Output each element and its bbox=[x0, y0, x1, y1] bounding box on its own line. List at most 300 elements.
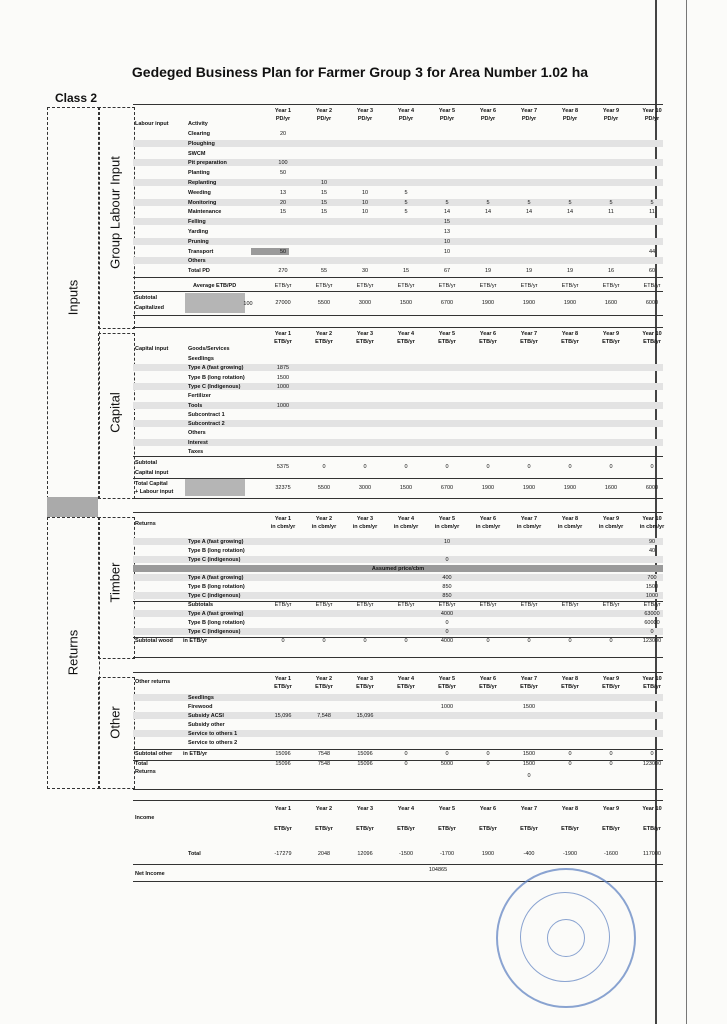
activity-value: 50 bbox=[279, 170, 287, 177]
capital-subtotal-value: 0 bbox=[650, 464, 654, 470]
other-item-label: Subsidy other bbox=[188, 722, 225, 728]
year-unit: in cbm/yr bbox=[311, 524, 337, 530]
price-value: 850 bbox=[442, 584, 452, 590]
year-header bbox=[304, 330, 344, 346]
income-unit: ETB/yr bbox=[274, 826, 292, 832]
price-type-label: Type A (fast growing) bbox=[188, 575, 244, 581]
other-subtotal-value: 7548 bbox=[317, 751, 331, 757]
total-capital-value: 32375 bbox=[275, 485, 291, 491]
activity-label: Transport bbox=[188, 248, 214, 255]
other-subtotal-value: 15096 bbox=[357, 751, 373, 757]
activity-value: 5 bbox=[486, 199, 490, 206]
year-label: Year 3 bbox=[356, 108, 374, 114]
section-divider bbox=[47, 497, 98, 517]
timber-label: Timber bbox=[107, 562, 123, 603]
labour-subtotal-value: 27000 bbox=[275, 300, 291, 306]
year-header bbox=[427, 107, 467, 123]
income-year-label: Year 4 bbox=[397, 806, 415, 812]
capital-subtotal-value: 0 bbox=[568, 464, 572, 470]
timber-subtotal-unit: in ETB/yr bbox=[183, 638, 208, 644]
year-label: Year 5 bbox=[438, 108, 456, 114]
year-header bbox=[345, 330, 385, 346]
capital-item-label: Interest bbox=[188, 439, 208, 446]
subtotals-label: Subtotals bbox=[188, 602, 214, 608]
total-capital-value: 1900 bbox=[481, 485, 495, 491]
timber-subtotal-value: 0 bbox=[527, 638, 531, 644]
activity-value: 5 bbox=[568, 199, 572, 206]
total-returns-value: 0 bbox=[568, 761, 572, 767]
etb-type-label: Type B (long rotation) bbox=[188, 620, 245, 626]
total-returns-value: 15096 bbox=[357, 761, 373, 767]
income-year-label: Year 10 bbox=[642, 806, 662, 812]
activity-value: 20 bbox=[279, 199, 287, 206]
year-header bbox=[468, 675, 508, 691]
activity-value: 15 bbox=[320, 199, 328, 206]
price-value: 400 bbox=[442, 575, 452, 581]
timber-volume: 90 bbox=[648, 539, 656, 545]
year-header bbox=[386, 675, 426, 691]
year-header bbox=[345, 107, 385, 123]
activity-value: 270 bbox=[278, 268, 288, 275]
timber-volume: 40 bbox=[648, 548, 656, 554]
capitalized-label: Capitalized bbox=[135, 305, 165, 311]
year-unit: ETB/yr bbox=[438, 339, 456, 345]
income-unit: ETB/yr bbox=[438, 826, 456, 832]
income-total-value: -17279 bbox=[274, 851, 292, 857]
year-label: Year 10 bbox=[642, 676, 662, 682]
year-label: Year 7 bbox=[520, 331, 538, 337]
income-year-label: Year 6 bbox=[479, 806, 497, 812]
labour-subtotal-value: 1900 bbox=[481, 300, 495, 306]
year-unit: ETB/yr bbox=[397, 339, 415, 345]
timber-subtotal-value: 0 bbox=[404, 638, 408, 644]
year-label: Year 6 bbox=[479, 676, 497, 682]
timber-type-label: Type C (indigenous) bbox=[188, 557, 241, 563]
timber-subtotal-value: 0 bbox=[363, 638, 367, 644]
timber-etb-value: 0 bbox=[445, 620, 449, 626]
other-subtotal-value: 0 bbox=[568, 751, 572, 757]
other-header: Other returns bbox=[135, 679, 171, 685]
income-unit: ETB/yr bbox=[397, 826, 415, 832]
capital-subtotal-value: 0 bbox=[445, 464, 449, 470]
timber-subtotal-value: 0 bbox=[322, 638, 326, 644]
activity-value: 15 bbox=[279, 209, 287, 216]
etb-type-label: Type C (indigenous) bbox=[188, 629, 241, 635]
income-unit: ETB/yr bbox=[315, 826, 333, 832]
year-header bbox=[591, 107, 631, 123]
group-labour-label: Group Labour Input bbox=[107, 156, 123, 269]
year-unit: PD/yr bbox=[562, 116, 578, 122]
income-unit: ETB/yr bbox=[479, 826, 497, 832]
activity-label: SWCM bbox=[188, 150, 206, 157]
activity-value: 15 bbox=[320, 209, 328, 216]
capital-subtotal-value: 0 bbox=[363, 464, 367, 470]
year-header bbox=[263, 515, 303, 531]
year-header bbox=[550, 107, 590, 123]
year-header bbox=[263, 330, 303, 346]
year-header bbox=[632, 515, 672, 531]
activity-value: 14 bbox=[484, 209, 492, 216]
timber-etb-value: 0 bbox=[650, 629, 654, 635]
year-label: Year 3 bbox=[356, 516, 374, 522]
year-label: Year 5 bbox=[438, 331, 456, 337]
document-title: Gedeged Business Plan for Farmer Group 3 for Area Number 1.02 ha bbox=[131, 64, 589, 80]
income-total-value: 12096 bbox=[357, 851, 373, 857]
line bbox=[133, 749, 663, 750]
activity-value: 44 bbox=[648, 248, 656, 255]
labour-subtotal-value: 1600 bbox=[604, 300, 618, 306]
etb-unit: ETB/yr bbox=[274, 283, 292, 289]
price-value-y10: 1500 bbox=[645, 584, 659, 590]
other-subtotal-value: 0 bbox=[609, 751, 613, 757]
capital-item-label: Type C (Indigenous) bbox=[188, 383, 241, 390]
capital-subtotal-label: Subtotal bbox=[135, 460, 157, 466]
total-returns-value: 7548 bbox=[317, 761, 331, 767]
etb-unit: ETB/yr bbox=[356, 283, 374, 289]
year-unit: ETB/yr bbox=[274, 339, 292, 345]
other-subtotal-label: Subtotal other bbox=[135, 751, 173, 757]
other-item-value: 15,096 bbox=[356, 713, 374, 719]
year-label: Year 6 bbox=[479, 516, 497, 522]
activity-label: Replanting bbox=[188, 180, 217, 186]
income-total-value: 2048 bbox=[317, 851, 331, 857]
capital-item-label: Tools bbox=[188, 402, 203, 409]
net-income-value: 104865 bbox=[428, 867, 448, 873]
etb-unit: ETB/yr bbox=[315, 602, 333, 608]
year-header bbox=[386, 515, 426, 531]
year-label: Year 2 bbox=[315, 331, 333, 337]
activity-label: Ploughing bbox=[188, 140, 215, 147]
year-label: Year 5 bbox=[438, 676, 456, 682]
etb-unit: ETB/yr bbox=[561, 602, 579, 608]
year-unit: ETB/yr bbox=[602, 684, 620, 690]
total-returns-label2: Returns bbox=[135, 769, 156, 775]
activity-label: Pruning bbox=[188, 238, 209, 245]
year-header bbox=[304, 515, 344, 531]
etb-unit: ETB/yr bbox=[397, 283, 415, 289]
labour-subtotal-value: 3000 bbox=[358, 300, 372, 306]
year-unit: ETB/yr bbox=[520, 684, 538, 690]
total-returns-value: 123000 bbox=[642, 761, 662, 767]
year-unit: ETB/yr bbox=[643, 684, 661, 690]
year-unit: ETB/yr bbox=[438, 684, 456, 690]
other-label: Other bbox=[107, 706, 123, 739]
year-header bbox=[509, 330, 549, 346]
year-header bbox=[427, 675, 467, 691]
activity-label: Others bbox=[188, 258, 206, 265]
activity-value: 50 bbox=[279, 248, 287, 255]
total-returns-value: 0 bbox=[609, 761, 613, 767]
year-header bbox=[550, 515, 590, 531]
total-capital-value: 1900 bbox=[522, 485, 536, 491]
year-header bbox=[427, 330, 467, 346]
etb-unit: ETB/yr bbox=[274, 602, 292, 608]
page-fold-line-2 bbox=[686, 0, 687, 1024]
year-unit: PD/yr bbox=[439, 116, 455, 122]
etb-unit: ETB/yr bbox=[643, 283, 661, 289]
row-band bbox=[133, 218, 663, 225]
income-year-label: Year 5 bbox=[438, 806, 456, 812]
average-value: 100 bbox=[243, 301, 253, 307]
year-header bbox=[386, 107, 426, 123]
row-band bbox=[133, 402, 663, 409]
year-label: Year 4 bbox=[397, 516, 415, 522]
year-header bbox=[509, 675, 549, 691]
activity-value: 19 bbox=[525, 268, 533, 275]
other-subtotal-value: 1500 bbox=[522, 751, 536, 757]
capital-item-value: 1000 bbox=[276, 402, 290, 409]
year-label: Year 4 bbox=[397, 108, 415, 114]
activity-value: 10 bbox=[361, 199, 369, 206]
total-returns-value: 1500 bbox=[522, 761, 536, 767]
year-unit: PD/yr bbox=[398, 116, 414, 122]
timber-type-label: Type B (long rotation) bbox=[188, 548, 245, 554]
year-label: Year 3 bbox=[356, 676, 374, 682]
year-label: Year 10 bbox=[642, 331, 662, 337]
activity-value: 15 bbox=[320, 189, 328, 196]
other-item-label: Firewood bbox=[188, 704, 213, 710]
year-unit: in cbm/yr bbox=[434, 524, 460, 530]
capital-subtotal-value: 0 bbox=[486, 464, 490, 470]
year-unit: in cbm/yr bbox=[639, 524, 665, 530]
year-unit: PD/yr bbox=[644, 116, 660, 122]
timber-subtotal-value: 0 bbox=[568, 638, 572, 644]
activity-header: Activity bbox=[188, 121, 208, 127]
activity-value: 19 bbox=[566, 268, 574, 275]
etb-unit: ETB/yr bbox=[397, 602, 415, 608]
etb-unit: ETB/yr bbox=[602, 283, 620, 289]
activity-value: 14 bbox=[443, 209, 451, 216]
year-label: Year 8 bbox=[561, 516, 579, 522]
year-header bbox=[632, 675, 672, 691]
other-subtotal-value: 15096 bbox=[275, 751, 291, 757]
activity-label: Planting bbox=[188, 170, 210, 177]
timber-etb-value: 4000 bbox=[440, 611, 454, 617]
other-item-label: Service to others 1 bbox=[188, 731, 238, 737]
activity-value: 5 bbox=[404, 209, 408, 216]
labour-subtotal-value: 1900 bbox=[563, 300, 577, 306]
timber-type-label: Type A (fast growing) bbox=[188, 539, 244, 545]
labour-header: Labour input bbox=[135, 121, 169, 127]
activity-value: 10 bbox=[443, 238, 451, 245]
activity-label: Maintenance bbox=[188, 209, 222, 216]
activity-value: 60 bbox=[648, 268, 656, 275]
year-header bbox=[304, 675, 344, 691]
capital-subtotal-label2: Capital input bbox=[135, 470, 169, 476]
year-label: Year 9 bbox=[602, 108, 620, 114]
year-label: Year 2 bbox=[315, 516, 333, 522]
year-unit: ETB/yr bbox=[274, 684, 292, 690]
capital-item-label: Type B (long rotation) bbox=[188, 374, 245, 381]
income-total-value: -400 bbox=[523, 851, 535, 857]
other-item-label: Seedlings bbox=[188, 695, 214, 701]
activity-value: 10 bbox=[361, 189, 369, 196]
total-capital-value: 3000 bbox=[358, 485, 372, 491]
subtotal-label: Subtotal bbox=[135, 295, 157, 301]
year-unit: PD/yr bbox=[357, 116, 373, 122]
year-unit: ETB/yr bbox=[315, 684, 333, 690]
year-header bbox=[591, 330, 631, 346]
activity-value: 5 bbox=[527, 199, 531, 206]
year-label: Year 10 bbox=[642, 108, 662, 114]
year-unit: ETB/yr bbox=[479, 684, 497, 690]
assumed-price-label: Assumed price/cbm bbox=[371, 566, 425, 572]
year-header bbox=[468, 330, 508, 346]
activity-value: 13 bbox=[443, 229, 451, 235]
labour-subtotal-value: 6700 bbox=[440, 300, 454, 306]
year-unit: PD/yr bbox=[316, 116, 332, 122]
year-label: Year 6 bbox=[479, 108, 497, 114]
etb-unit: ETB/yr bbox=[479, 602, 497, 608]
activity-value: 13 bbox=[279, 189, 287, 196]
net-income-label: Net Income bbox=[135, 871, 165, 877]
income-year-label: Year 9 bbox=[602, 806, 620, 812]
activity-value: 16 bbox=[607, 268, 615, 275]
activity-value: 11 bbox=[649, 209, 655, 216]
etb-unit: ETB/yr bbox=[520, 283, 538, 289]
capital-header: Capital input bbox=[135, 346, 169, 352]
year-unit: ETB/yr bbox=[397, 684, 415, 690]
row-band bbox=[133, 257, 663, 264]
etb-unit: ETB/yr bbox=[315, 283, 333, 289]
row-band bbox=[133, 238, 663, 245]
activity-value: 14 bbox=[525, 209, 533, 216]
labour-table bbox=[133, 104, 663, 316]
activity-value: 20 bbox=[279, 131, 287, 137]
other-subtotal-unit: in ETB/yr bbox=[183, 751, 208, 757]
activity-value: 55 bbox=[320, 268, 328, 275]
capital-subtotal-value: 0 bbox=[527, 464, 531, 470]
activity-label: Weeding bbox=[188, 189, 211, 196]
capital-item-label: Subcontract 2 bbox=[188, 421, 225, 428]
activity-label: Pit preparation bbox=[188, 160, 227, 167]
timber-volume: 10 bbox=[443, 539, 451, 545]
year-label: Year 8 bbox=[561, 108, 579, 114]
timber-etb-value: 63000 bbox=[644, 611, 660, 617]
income-total-value: -1700 bbox=[439, 851, 455, 857]
timber-subtotal-value: 123000 bbox=[642, 638, 662, 644]
capital-item-label: Taxes bbox=[188, 449, 204, 455]
income-unit: ETB/yr bbox=[520, 826, 538, 832]
year-unit: PD/yr bbox=[275, 116, 291, 122]
income-year-label: Year 3 bbox=[356, 806, 374, 812]
year-unit: ETB/yr bbox=[356, 339, 374, 345]
etb-unit: ETB/yr bbox=[643, 602, 661, 608]
year-header bbox=[632, 107, 672, 123]
total-returns-value: 0 bbox=[404, 761, 408, 767]
income-unit: ETB/yr bbox=[561, 826, 579, 832]
timber-table bbox=[133, 512, 663, 658]
income-total-value: -1500 bbox=[398, 851, 414, 857]
year-header bbox=[304, 107, 344, 123]
other-subtotal-value: 0 bbox=[486, 751, 490, 757]
other-subtotal-value: 0 bbox=[404, 751, 408, 757]
etb-unit: ETB/yr bbox=[438, 283, 456, 289]
total-capital-value: 5500 bbox=[317, 485, 331, 491]
year-label: Year 1 bbox=[274, 108, 292, 114]
row-band bbox=[133, 439, 663, 446]
activity-value: 10 bbox=[361, 209, 369, 216]
year-unit: ETB/yr bbox=[356, 684, 374, 690]
year-header bbox=[550, 675, 590, 691]
year-label: Year 1 bbox=[274, 331, 292, 337]
extra-value: 0 bbox=[527, 773, 531, 779]
capital-subtotal-value: 5375 bbox=[276, 464, 290, 470]
etb-unit: ETB/yr bbox=[356, 602, 374, 608]
capital-item-value: 1000 bbox=[276, 383, 290, 390]
total-capital-value: 1500 bbox=[399, 485, 413, 491]
year-label: Year 7 bbox=[520, 676, 538, 682]
capital-item-label: Seedlings bbox=[188, 356, 214, 362]
year-label: Year 1 bbox=[274, 516, 292, 522]
year-unit: ETB/yr bbox=[520, 339, 538, 345]
activity-value: 15 bbox=[402, 268, 410, 275]
income-total-value: -1900 bbox=[562, 851, 578, 857]
capital-table bbox=[133, 327, 663, 499]
other-returns-table bbox=[133, 672, 663, 790]
other-item-value: 1500 bbox=[522, 704, 536, 710]
returns-label: Returns bbox=[65, 629, 81, 676]
price-value-y10: 700 bbox=[647, 575, 657, 581]
timber-subtotal-value: 0 bbox=[609, 638, 613, 644]
other-item-value: 7,548 bbox=[317, 713, 331, 719]
year-header bbox=[263, 107, 303, 123]
income-total-label: Total bbox=[188, 851, 201, 857]
total-returns-value: 0 bbox=[486, 761, 490, 767]
year-label: Year 1 bbox=[274, 676, 292, 682]
activity-label: Clearing bbox=[188, 131, 211, 137]
activity-value: 10 bbox=[443, 248, 451, 255]
capital-subtotal-value: 0 bbox=[609, 464, 613, 470]
activity-label: Felling bbox=[188, 219, 206, 226]
year-label: Year 5 bbox=[438, 516, 456, 522]
year-unit: ETB/yr bbox=[643, 339, 661, 345]
activity-value: 100 bbox=[278, 160, 288, 167]
year-unit: in cbm/yr bbox=[393, 524, 419, 530]
income-year-label: Year 7 bbox=[520, 806, 538, 812]
capital-subtotal-value: 0 bbox=[322, 464, 326, 470]
year-header bbox=[427, 515, 467, 531]
timber-etb-value: 60000 bbox=[644, 620, 660, 626]
total-capital-value: 6000 bbox=[645, 485, 659, 491]
capital-item-value: 1500 bbox=[276, 374, 290, 381]
official-stamp bbox=[496, 868, 636, 1008]
timber-subtotal-value: 0 bbox=[486, 638, 490, 644]
year-label: Year 9 bbox=[602, 331, 620, 337]
income-unit: ETB/yr bbox=[602, 826, 620, 832]
income-total-value: 117000 bbox=[643, 851, 661, 857]
income-unit: ETB/yr bbox=[643, 826, 661, 832]
year-label: Year 4 bbox=[397, 676, 415, 682]
capital-label: Capital bbox=[107, 392, 123, 433]
year-header bbox=[591, 675, 631, 691]
activity-value: 5 bbox=[445, 199, 449, 206]
year-label: Year 7 bbox=[520, 516, 538, 522]
income-total-value: 1900 bbox=[481, 851, 495, 857]
other-item-value: 15,096 bbox=[274, 713, 292, 719]
total-capital-value: 1600 bbox=[604, 485, 618, 491]
year-label: Year 7 bbox=[520, 108, 538, 114]
year-label: Year 8 bbox=[561, 676, 579, 682]
activity-value: 10 bbox=[320, 180, 328, 186]
year-unit: ETB/yr bbox=[479, 339, 497, 345]
year-unit: PD/yr bbox=[603, 116, 619, 122]
year-header bbox=[468, 107, 508, 123]
activity-value: 5 bbox=[650, 199, 654, 206]
total-capital-shaded bbox=[185, 479, 245, 496]
total-returns-value: 15096 bbox=[275, 761, 291, 767]
year-header bbox=[386, 330, 426, 346]
